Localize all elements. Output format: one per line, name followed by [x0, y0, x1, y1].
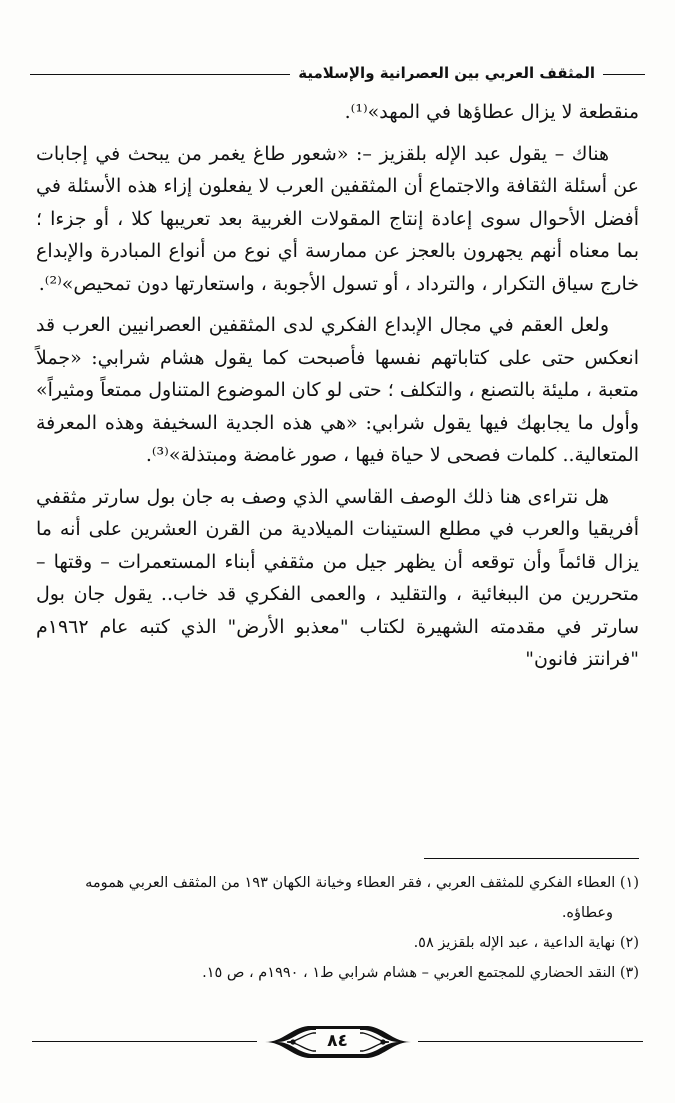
- footnote-2: (٢) نهاية الداعية ، عبد الإله بلقزيز ٥٨.: [413, 935, 639, 951]
- page-number: ٨٤: [316, 1029, 360, 1053]
- header-rule-right: [603, 74, 645, 75]
- header-rule-left: [30, 74, 290, 75]
- footnote-separator: [424, 858, 639, 859]
- paragraph-3: ولعل العقم في مجال الإبداع الفكري لدى المثقفين العصرانيين العرب قد انعكس حتى على كتاباتهم نفسها فأصبحت كما يقول هشام شرابي: «جملاً متعبة ، مليئة بالتصنع ، والتكلف ؛ حتى لو كان الموضوع المتناول ممتعاً ومثيراً» وأول ما يجابهك فيها يقول شرابي: «هي هذه الجدية السخيفة وهذه المعرفة المتعالية.. كلمات فصحى لا حياة فيها ، صور غامضة ومبتذلة»⁽³⁾.: [36, 314, 639, 466]
- body-text: [36, 96, 639, 685]
- paragraph-2: هناك – يقول عبد الإله بلقزيز –: «شعور طاغ يغمر من يبحث في إجابات عن أسئلة الثقافة والاجتماع أن المثقفين العرب لا يفعلون إزاء هذه الأسئلة في أفضل الأحوال سوى إعادة إنتاج المقولات الغربية بعد تعريبها كلا ، أو جزءا ؛ بما معناه أنهم يجهرون بالعجز عن ممارسة أي نوع من أنواع المبادرة والإبداع خارج سياق التكرار ، والترداد ، أو تسول الأجوبة ، واستعارتها دون تمحيص»⁽²⁾.: [36, 142, 639, 295]
- footnotes: [36, 868, 639, 988]
- paragraph-1: منقطعة لا يزال عطاؤها في المهد»⁽¹⁾.: [344, 101, 639, 123]
- paragraph-4: هل نتراءى هنا ذلك الوصف القاسي الذي وصف به جان بول سارتر مثقفي أفريقيا والعرب في مطلع الستينات الميلادية من القرن العشرين على أنه ما يزال قائماً وأن توقعه أن يظهر جيل من مثقفي أبناء المستعمرات – وقتها – متحررين من الببغائية ، والتقليد ، والعمى الفكري قد خاب.. يقول جان بول سارتر في مقدمته الشهيرة لكتاب "معذبو الأرض" الذي كتبه عام ١٩٦٢م "فرانتز فانون": [36, 485, 639, 670]
- footnote-1: (١) العطاء الفكري للمثقف العربي ، فقر العطاء وخيانة الكهان ١٩٣ من المثقف العربي همومه: [85, 875, 639, 891]
- footnote-3: (٣) النقد الحضاري للمجتمع العربي – هشام شرابي ط١ ، ١٩٩٠م ، ص ١٥.: [202, 965, 639, 981]
- running-header: [30, 60, 645, 86]
- footer-rule-right: [418, 1041, 643, 1042]
- footnote-1-continued: وعطاؤه.: [561, 905, 613, 921]
- footer-rule-left: [32, 1041, 257, 1042]
- running-title: المثقف العربي بين العصرانية والإسلامية: [298, 64, 595, 82]
- page-footer: [32, 1020, 643, 1064]
